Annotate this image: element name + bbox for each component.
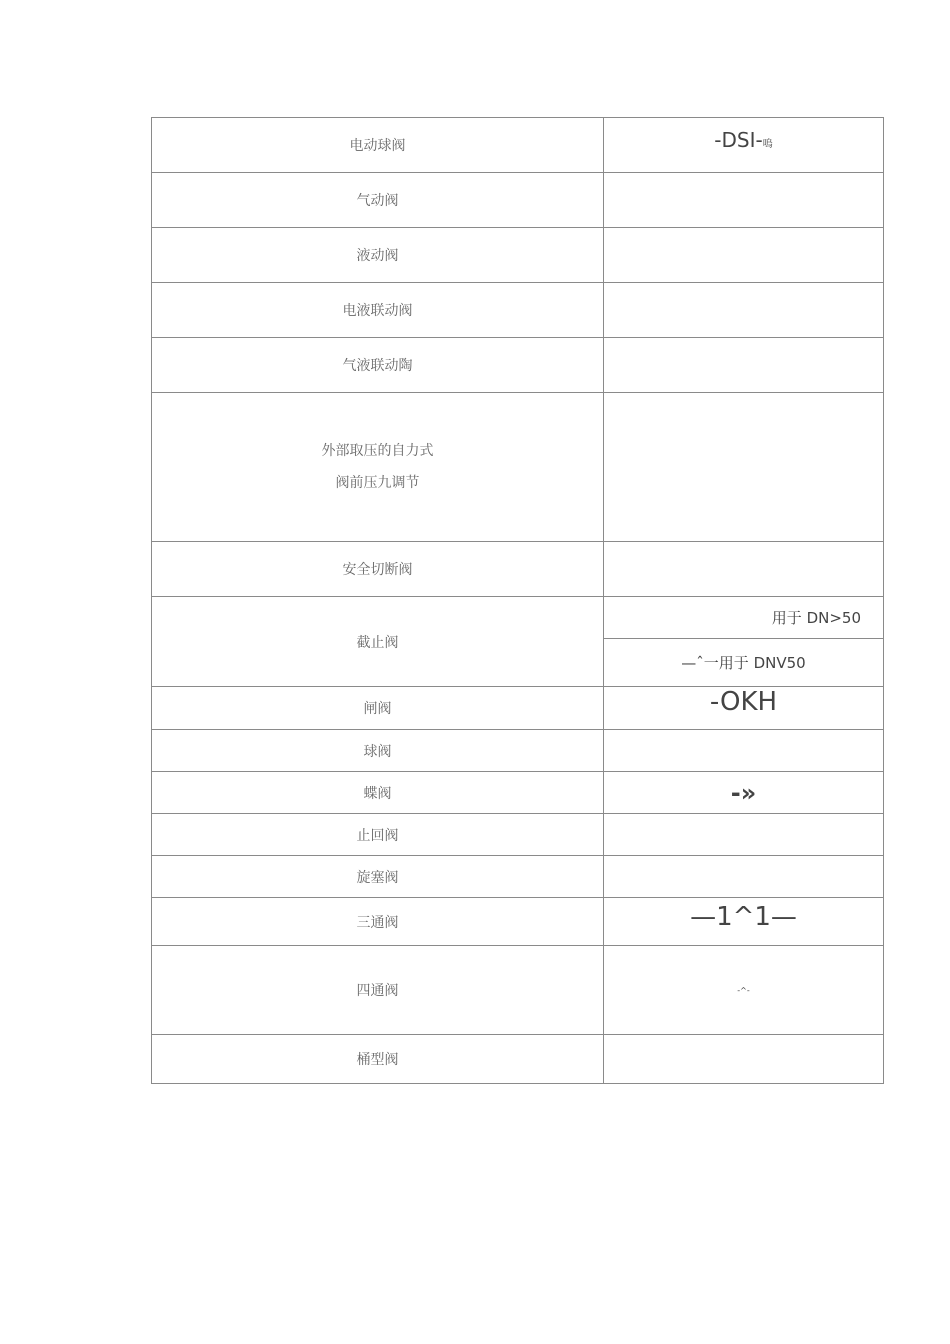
valve-symbol: —1^1— (604, 898, 884, 946)
table-row (152, 283, 884, 338)
valve-symbol: -OKH (604, 687, 884, 730)
valve-name: 止回阀 (152, 814, 604, 856)
valve-symbol (604, 338, 884, 393)
table-row (152, 118, 884, 173)
table-row (152, 814, 884, 856)
valve-name (152, 393, 604, 542)
symbol-main: -DSI- (714, 128, 763, 152)
valve-name: 旋塞阀 (152, 856, 604, 898)
valve-name-line: 外部取压的自力式 (321, 443, 434, 459)
table-row (152, 898, 884, 946)
table-row (152, 856, 884, 898)
valve-note: —ˆ一用于 DNV50 (604, 639, 884, 687)
valve-symbol: -» (604, 772, 884, 814)
valve-note: 用于 DN>50 (604, 597, 884, 639)
valve-name: 安全切断阀 (152, 542, 604, 597)
symbol-suffix: 嗚 (762, 139, 773, 150)
valve-name: 气动阀 (152, 173, 604, 228)
valve-symbol (604, 118, 884, 173)
table-row (152, 393, 884, 542)
table-row (152, 542, 884, 597)
valve-symbol (604, 856, 884, 898)
table-row (152, 228, 884, 283)
table-row (152, 173, 884, 228)
table-row (152, 1035, 884, 1084)
table-row (152, 597, 884, 639)
table-row (152, 338, 884, 393)
valve-name: 蝶阀 (152, 772, 604, 814)
valve-name: 四通阀 (152, 946, 604, 1035)
valve-symbol (604, 283, 884, 338)
valve-symbol (604, 814, 884, 856)
valve-symbol (604, 228, 884, 283)
valve-name: 电动球阀 (152, 118, 604, 173)
table-row (152, 772, 884, 814)
valve-symbol (604, 1035, 884, 1084)
valve-symbol (604, 730, 884, 772)
valve-name: 电液联动阀 (152, 283, 604, 338)
table-row (152, 687, 884, 730)
valve-name: 液动阀 (152, 228, 604, 283)
valve-name: 截止阀 (152, 597, 604, 687)
valve-symbol (604, 393, 884, 542)
table-row (152, 730, 884, 772)
valve-symbol-table (151, 117, 884, 1084)
valve-name: 球阀 (152, 730, 604, 772)
valve-name: 桶型阀 (152, 1035, 604, 1084)
table-row (152, 946, 884, 1035)
valve-name: 气液联动陶 (152, 338, 604, 393)
valve-name: 闸阀 (152, 687, 604, 730)
valve-name-line: 阀前压九调节 (335, 475, 420, 491)
valve-symbol: -^- (604, 946, 884, 1035)
valve-symbol (604, 173, 884, 228)
valve-symbol (604, 542, 884, 597)
valve-name: 三通阀 (152, 898, 604, 946)
